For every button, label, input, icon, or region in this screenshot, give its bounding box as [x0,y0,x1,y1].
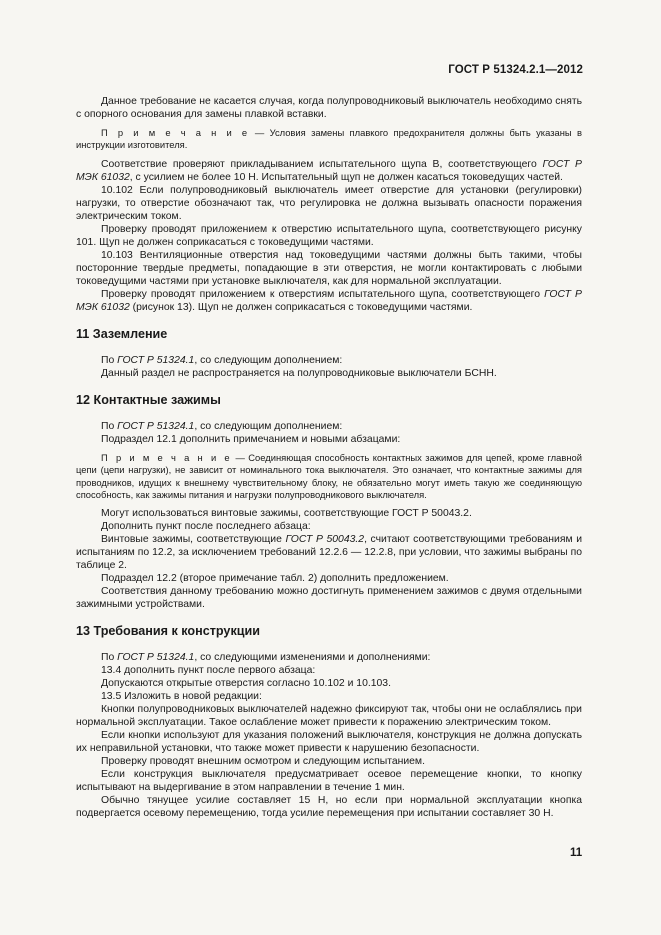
note-text: — Соединяющая способность контактных зажимов для цепей, кроме главной цепи (цепи нагрузки), не зависит от номинального тока выключателя. Это означает, что контактные зажимы для проводников, идущих к внешнему чувствительному блоку, не обязательно могут иметь такую же соединяющую способность, как зажимы питания и нагрузки полупроводникового выключателя. [76,451,582,501]
standard-reference: ГОСТ Р 51324.1 [117,652,195,664]
text: , со следующими изменениями и дополнениями: [194,652,431,664]
paragraph: 10.102 Если полупроводниковый выключатель имеет отверстие для установки (регулировки) нагрузки, то отверстие обозначают так, что регулировка не должна вызывать опасности поражения электрическим током. [76,184,582,222]
text: , со следующим дополнением: [194,354,343,366]
paragraph [76,354,582,367]
text: Соответствие проверяют прикладыванием испытательного щупа В, соответствующего [101,158,543,170]
paragraph [76,420,582,433]
paragraph: Если кнопки используют для указания положений выключателя, конструкция не должна допускать их неправильной установки, что также может привести к нарушению безопасности. [76,730,582,755]
text: Проверку проводят приложением к отверстиям испытательного щупа, соответствующего [101,288,545,300]
note-text: — Условия замены плавкого предохранителя должны быть указаны в инструкции изготовителя. [76,127,582,151]
paragraph: 13.4 дополнить пункт после первого абзаца: [101,665,316,677]
paragraph [76,288,582,314]
paragraph [76,651,582,664]
paragraph: 13.5 Изложить в новой редакции: [101,691,262,703]
paragraph: Если конструкция выключателя предусматривает осевое перемещение кнопки, то кнопку испытывают на выдергивание в этом направлении в течение 1 мин. [76,769,582,794]
paragraph: 10.103 Вентиляционные отверстия над токоведущими частями должны быть такими, чтобы посторонние твердые предметы, попадающие в эти отверстия, не могли контактировать с любыми токоведущими частями при установке выключателя, как для нормальной эксплуатации. [76,249,582,287]
text: , со следующим дополнением: [194,420,343,432]
note-label: П р и м е ч а н и е [101,451,233,463]
paragraph: Проверку проводят приложением к отверстию испытательного щупа, соответствующего рисунку 101. Щуп не должен соприкасаться с токоведущими частями. [76,223,582,248]
standard-reference: ГОСТ Р 51324.1 [117,354,195,366]
paragraph: Данный раздел не распространяется на полупроводниковые выключатели БСНН. [101,367,497,379]
standard-reference: ГОСТ Р 51324.1 [117,420,195,432]
text: (рисунок 13). Щуп не должен соприкасаться с токоведущими частями. [129,301,473,313]
paragraph: Обычно тянущее усилие составляет 15 Н, но если при нормальной эксплуатации кнопка подвергается осевому перемещению, тогда усилие перемещения при испытании составляет 30 Н. [76,795,582,820]
standard-reference: ГОСТ Р МЭК 61032 [76,288,582,313]
paragraph: Допускаются открытые отверстия согласно 10.102 и 10.103. [101,678,391,690]
document-body [76,95,582,820]
paragraph: Дополнить пункт после последнего абзаца: [101,521,311,533]
paragraph [76,533,582,572]
text: По [101,354,118,366]
paragraph: Подраздел 12.2 (второе примечание табл. 2) дополнить предложением. [101,573,449,585]
note-label: П р и м е ч а н и е [101,127,250,138]
text: , с усилием не более 10 Н. Испытательный щуп не должен касаться токоведущих частей. [129,171,563,183]
paragraph: Подраздел 12.1 дополнить примечанием и новыми абзацами: [101,433,401,445]
note [76,452,582,502]
note [76,127,582,152]
section-heading-11: 11 Заземление [76,326,168,341]
standard-reference: ГОСТ Р 50043.2 [285,534,365,546]
section-heading-13: 13 Требования к конструкции [76,624,260,639]
paragraph: Данное требование не касается случая, когда полупроводниковый выключатель необходимо снять с опорного основания для замены плавкой вставки. [76,96,582,120]
document-header: ГОСТ Р 51324.2.1—2012 [448,64,583,76]
text: По [101,420,118,432]
paragraph: Соответствия данному требованию можно достигнуть применением зажимов с двумя отдельными зажимными устройствами. [76,586,582,611]
text: Винтовые зажимы, соответствующие [101,534,286,546]
section-heading-12: 12 Контактные зажимы [76,392,221,407]
standard-reference: ГОСТ Р МЭК 61032 [76,158,582,183]
text: , считают соответствующими требованиям и испытаниям по 12.2, за исключением требований 12.2.6 — 12.2.8, при условии, что зажимы выбраны по таблице 2. [76,534,582,572]
paragraph: Проверку проводят внешним осмотром и следующим испытанием. [101,756,425,768]
paragraph [76,158,582,184]
paragraph: Кнопки полупроводниковых выключателей надежно фиксируют так, чтобы они не ослаблялись при нормальной эксплуатации. Такое ослабление может привести к поражению электрическим током. [76,704,582,729]
text: По [101,652,118,664]
paragraph: Могут использоваться винтовые зажимы, соответствующие ГОСТ Р 50043.2. [101,508,472,520]
page-number: 11 [570,847,583,859]
